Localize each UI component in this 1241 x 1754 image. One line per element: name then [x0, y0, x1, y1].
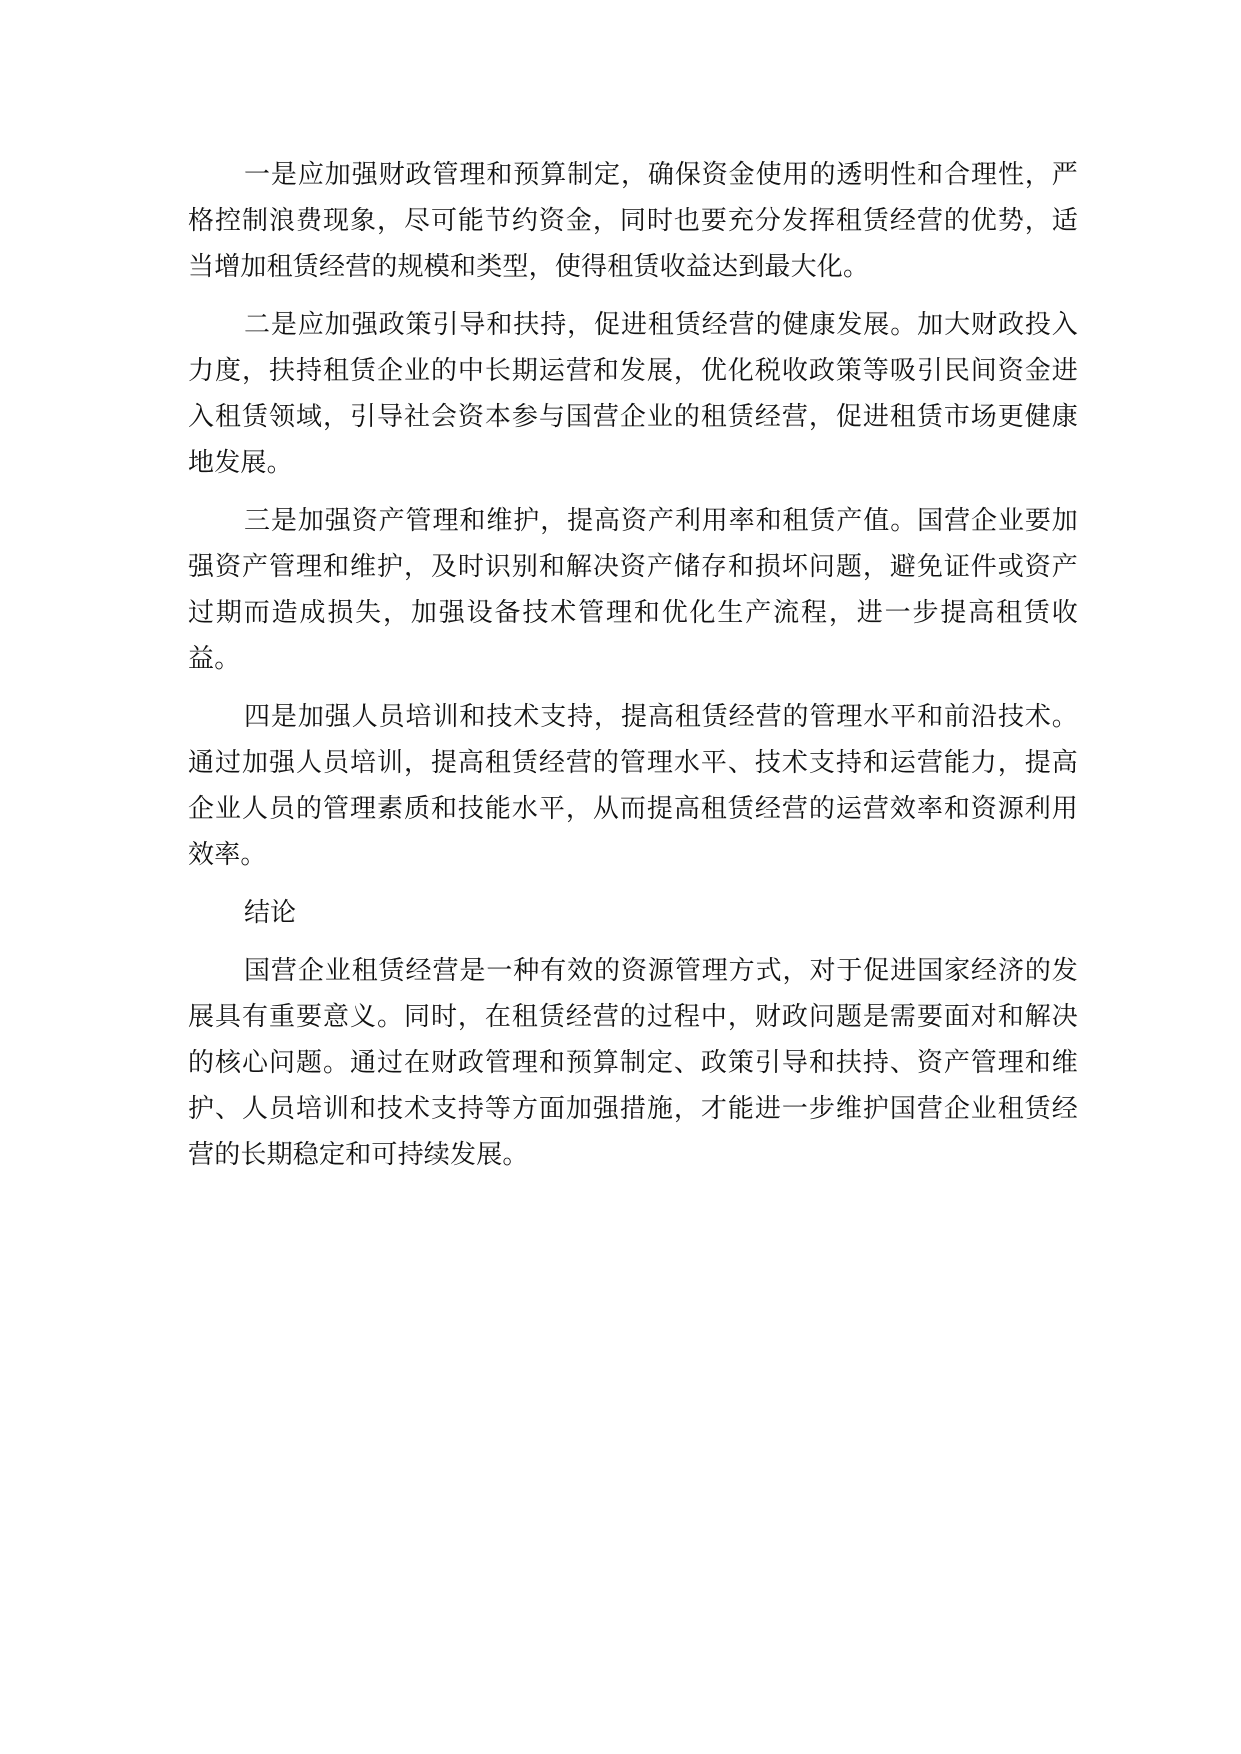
paragraph-4: 四是加强人员培训和技术支持，提高租赁经营的管理水平和前沿技术。通过加强人员培训，提高租赁经营的管理水平、技术支持和运营能力，提高企业人员的管理素质和技能水平，从而提高租赁经营的运营效率和资源利用效率。 [188, 702, 1078, 870]
paragraph-1: 一是应加强财政管理和预算制定，确保资金使用的透明性和合理性，严格控制浪费现象，尽可能节约资金，同时也要充分发挥租赁经营的优势，适当增加租赁经营的规模和类型，使得租赁收益达到最大化。 [188, 160, 1078, 282]
paragraph-3: 三是加强资产管理和维护，提高资产利用率和租赁产值。国营企业要加强资产管理和维护，及时识别和解决资产储存和损坏问题，避免证件或资产过期而造成损失，加强设备技术管理和优化生产流程，进一步提高租赁收益。 [188, 506, 1078, 674]
paragraph-2: 二是应加强政策引导和扶持，促进租赁经营的健康发展。加大财政投入力度，扶持租赁企业的中长期运营和发展，优化税收政策等吸引民间资金进入租赁领域，引导社会资本参与国营企业的租赁经营，促进租赁市场更健康地发展。 [188, 310, 1078, 478]
conclusion-heading: 结论 [244, 898, 297, 928]
conclusion-paragraph: 国营企业租赁经营是一种有效的资源管理方式，对于促进国家经济的发展具有重要意义。同时，在租赁经营的过程中，财政问题是需要面对和解决的核心问题。通过在财政管理和预算制定、政策引导和扶持、资产管理和维护、人员培训和技术支持等方面加强措施，才能进一步维护国营企业租赁经营的长期稳定和可持续发展。 [188, 956, 1078, 1170]
document-page [188, 152, 1078, 1190]
